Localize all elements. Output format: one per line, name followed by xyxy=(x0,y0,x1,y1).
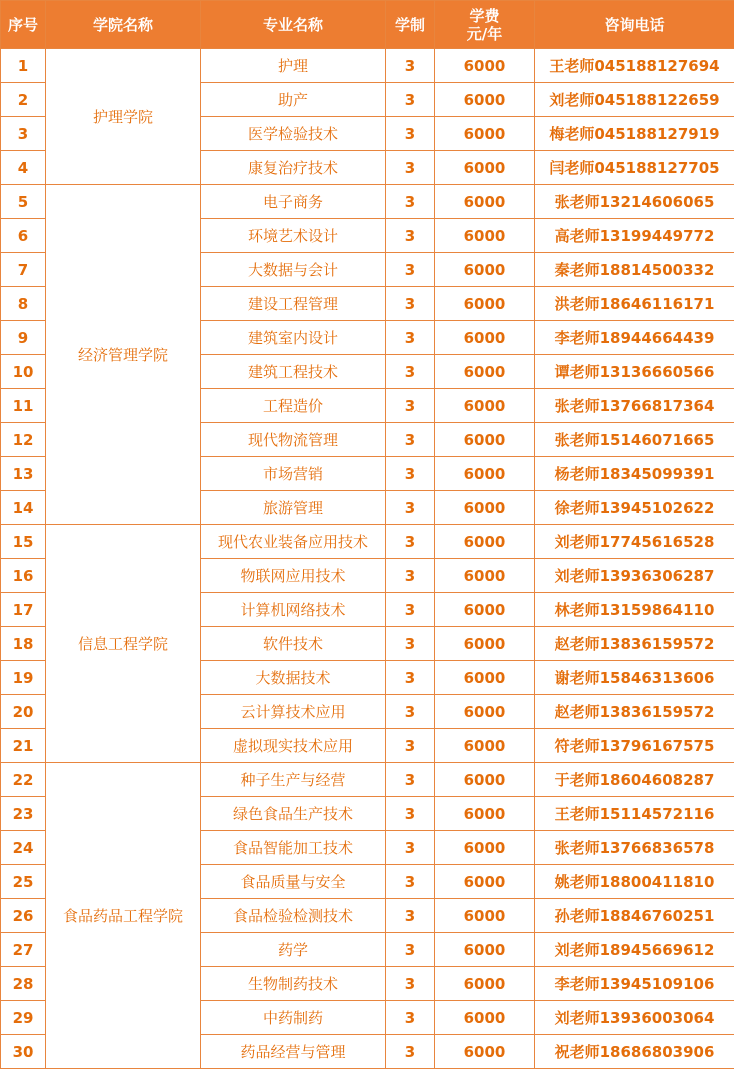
row-index: 14 xyxy=(1,491,46,525)
tuition-fee: 6000 xyxy=(435,729,535,763)
college-name: 信息工程学院 xyxy=(46,525,201,763)
table-body xyxy=(1,49,734,1069)
tuition-fee: 6000 xyxy=(435,219,535,253)
contact-phone: 孙老师18846760251 xyxy=(535,899,734,933)
major-name: 大数据技术 xyxy=(201,661,386,695)
contact-phone: 王老师15114572116 xyxy=(535,797,734,831)
study-years: 3 xyxy=(386,151,435,185)
row-index: 1 xyxy=(1,49,46,83)
study-years: 3 xyxy=(386,525,435,559)
contact-phone: 梅老师045188127919 xyxy=(535,117,734,151)
row-index: 5 xyxy=(1,185,46,219)
college-name: 经济管理学院 xyxy=(46,185,201,525)
tuition-fee: 6000 xyxy=(435,321,535,355)
study-years: 3 xyxy=(386,491,435,525)
major-name: 云计算技术应用 xyxy=(201,695,386,729)
contact-phone: 姚老师18800411810 xyxy=(535,865,734,899)
row-index: 15 xyxy=(1,525,46,559)
study-years: 3 xyxy=(386,797,435,831)
college-name: 护理学院 xyxy=(46,49,201,185)
header-years: 学制 xyxy=(386,1,435,49)
major-name: 中药制药 xyxy=(201,1001,386,1035)
major-name: 虚拟现实技术应用 xyxy=(201,729,386,763)
study-years: 3 xyxy=(386,593,435,627)
tuition-fee: 6000 xyxy=(435,559,535,593)
tuition-fee: 6000 xyxy=(435,967,535,1001)
study-years: 3 xyxy=(386,899,435,933)
major-name: 康复治疗技术 xyxy=(201,151,386,185)
contact-phone: 洪老师18646116171 xyxy=(535,287,734,321)
tuition-fee: 6000 xyxy=(435,83,535,117)
row-index: 13 xyxy=(1,457,46,491)
contact-phone: 刘老师18945669612 xyxy=(535,933,734,967)
tuition-fee: 6000 xyxy=(435,1001,535,1035)
header-fee xyxy=(435,1,535,49)
major-name: 种子生产与经营 xyxy=(201,763,386,797)
contact-phone: 李老师18944664439 xyxy=(535,321,734,355)
tuition-fee: 6000 xyxy=(435,525,535,559)
major-name: 绿色食品生产技术 xyxy=(201,797,386,831)
row-index: 27 xyxy=(1,933,46,967)
study-years: 3 xyxy=(386,1035,435,1069)
contact-phone: 闫老师045188127705 xyxy=(535,151,734,185)
row-index: 21 xyxy=(1,729,46,763)
tuition-fee: 6000 xyxy=(435,797,535,831)
row-index: 12 xyxy=(1,423,46,457)
contact-phone: 张老师13214606065 xyxy=(535,185,734,219)
contact-phone: 李老师13945109106 xyxy=(535,967,734,1001)
study-years: 3 xyxy=(386,287,435,321)
contact-phone: 王老师045188127694 xyxy=(535,49,734,83)
tuition-fee: 6000 xyxy=(435,423,535,457)
contact-phone: 赵老师13836159572 xyxy=(535,695,734,729)
tuition-fee: 6000 xyxy=(435,151,535,185)
header-phone: 咨询电话 xyxy=(535,1,734,49)
row-index: 9 xyxy=(1,321,46,355)
study-years: 3 xyxy=(386,729,435,763)
major-name: 护理 xyxy=(201,49,386,83)
contact-phone: 张老师13766817364 xyxy=(535,389,734,423)
study-years: 3 xyxy=(386,865,435,899)
study-years: 3 xyxy=(386,933,435,967)
contact-phone: 高老师13199449772 xyxy=(535,219,734,253)
major-name: 建筑工程技术 xyxy=(201,355,386,389)
study-years: 3 xyxy=(386,763,435,797)
row-index: 6 xyxy=(1,219,46,253)
header-college: 学院名称 xyxy=(46,1,201,49)
row-index: 16 xyxy=(1,559,46,593)
major-name: 工程造价 xyxy=(201,389,386,423)
row-index: 29 xyxy=(1,1001,46,1035)
row-index: 18 xyxy=(1,627,46,661)
study-years: 3 xyxy=(386,185,435,219)
row-index: 20 xyxy=(1,695,46,729)
contact-phone: 秦老师18814500332 xyxy=(535,253,734,287)
tuition-fee: 6000 xyxy=(435,661,535,695)
row-index: 24 xyxy=(1,831,46,865)
contact-phone: 祝老师18686803906 xyxy=(535,1035,734,1069)
row-index: 11 xyxy=(1,389,46,423)
major-name: 药品经营与管理 xyxy=(201,1035,386,1069)
table-row xyxy=(1,185,734,219)
row-index: 28 xyxy=(1,967,46,1001)
study-years: 3 xyxy=(386,627,435,661)
major-name: 计算机网络技术 xyxy=(201,593,386,627)
study-years: 3 xyxy=(386,355,435,389)
study-years: 3 xyxy=(386,49,435,83)
tuition-fee: 6000 xyxy=(435,593,535,627)
tuition-fee: 6000 xyxy=(435,457,535,491)
row-index: 26 xyxy=(1,899,46,933)
tuition-fee: 6000 xyxy=(435,627,535,661)
major-name: 市场营销 xyxy=(201,457,386,491)
major-name: 食品检验检测技术 xyxy=(201,899,386,933)
study-years: 3 xyxy=(386,423,435,457)
tuition-fee: 6000 xyxy=(435,831,535,865)
tuition-fee: 6000 xyxy=(435,117,535,151)
contact-phone: 符老师13796167575 xyxy=(535,729,734,763)
major-name: 食品智能加工技术 xyxy=(201,831,386,865)
table-row xyxy=(1,525,734,559)
study-years: 3 xyxy=(386,661,435,695)
contact-phone: 刘老师17745616528 xyxy=(535,525,734,559)
study-years: 3 xyxy=(386,321,435,355)
header-fee-line1: 学费 xyxy=(469,6,500,25)
row-index: 7 xyxy=(1,253,46,287)
header-fee-line2: 元/年 xyxy=(466,24,503,43)
table-row xyxy=(1,49,734,83)
row-index: 30 xyxy=(1,1035,46,1069)
study-years: 3 xyxy=(386,389,435,423)
tuition-fee: 6000 xyxy=(435,491,535,525)
contact-phone: 于老师18604608287 xyxy=(535,763,734,797)
table-header xyxy=(1,1,734,49)
study-years: 3 xyxy=(386,219,435,253)
major-name: 大数据与会计 xyxy=(201,253,386,287)
contact-phone: 徐老师13945102622 xyxy=(535,491,734,525)
contact-phone: 刘老师13936003064 xyxy=(535,1001,734,1035)
row-index: 25 xyxy=(1,865,46,899)
row-index: 3 xyxy=(1,117,46,151)
tuition-fee: 6000 xyxy=(435,763,535,797)
major-name: 软件技术 xyxy=(201,627,386,661)
study-years: 3 xyxy=(386,695,435,729)
tuition-fee: 6000 xyxy=(435,865,535,899)
major-name: 医学检验技术 xyxy=(201,117,386,151)
major-name: 建设工程管理 xyxy=(201,287,386,321)
study-years: 3 xyxy=(386,117,435,151)
tuition-fee: 6000 xyxy=(435,389,535,423)
row-index: 23 xyxy=(1,797,46,831)
row-index: 19 xyxy=(1,661,46,695)
row-index: 2 xyxy=(1,83,46,117)
major-name: 环境艺术设计 xyxy=(201,219,386,253)
tuition-fee: 6000 xyxy=(435,899,535,933)
table-row xyxy=(1,763,734,797)
tuition-fee: 6000 xyxy=(435,695,535,729)
study-years: 3 xyxy=(386,1001,435,1035)
header-index: 序号 xyxy=(1,1,46,49)
major-name: 电子商务 xyxy=(201,185,386,219)
header-major: 专业名称 xyxy=(201,1,386,49)
study-years: 3 xyxy=(386,559,435,593)
major-name: 生物制药技术 xyxy=(201,967,386,1001)
contact-phone: 杨老师18345099391 xyxy=(535,457,734,491)
header-row xyxy=(1,1,734,49)
row-index: 10 xyxy=(1,355,46,389)
major-name: 助产 xyxy=(201,83,386,117)
contact-phone: 张老师13766836578 xyxy=(535,831,734,865)
contact-phone: 赵老师13836159572 xyxy=(535,627,734,661)
row-index: 17 xyxy=(1,593,46,627)
tuition-fee: 6000 xyxy=(435,49,535,83)
contact-phone: 谢老师15846313606 xyxy=(535,661,734,695)
major-name: 旅游管理 xyxy=(201,491,386,525)
tuition-fee: 6000 xyxy=(435,253,535,287)
major-name: 建筑室内设计 xyxy=(201,321,386,355)
study-years: 3 xyxy=(386,967,435,1001)
study-years: 3 xyxy=(386,83,435,117)
contact-phone: 谭老师13136660566 xyxy=(535,355,734,389)
row-index: 4 xyxy=(1,151,46,185)
major-name: 药学 xyxy=(201,933,386,967)
contact-phone: 林老师13159864110 xyxy=(535,593,734,627)
tuition-fee: 6000 xyxy=(435,185,535,219)
major-name: 现代农业装备应用技术 xyxy=(201,525,386,559)
tuition-fee: 6000 xyxy=(435,287,535,321)
tuition-fee: 6000 xyxy=(435,933,535,967)
study-years: 3 xyxy=(386,457,435,491)
major-name: 物联网应用技术 xyxy=(201,559,386,593)
contact-phone: 刘老师045188122659 xyxy=(535,83,734,117)
row-index: 8 xyxy=(1,287,46,321)
study-years: 3 xyxy=(386,831,435,865)
tuition-fee: 6000 xyxy=(435,355,535,389)
major-name: 现代物流管理 xyxy=(201,423,386,457)
contact-phone: 张老师15146071665 xyxy=(535,423,734,457)
college-name: 食品药品工程学院 xyxy=(46,763,201,1069)
major-name: 食品质量与安全 xyxy=(201,865,386,899)
tuition-fee: 6000 xyxy=(435,1035,535,1069)
contact-phone: 刘老师13936306287 xyxy=(535,559,734,593)
row-index: 22 xyxy=(1,763,46,797)
study-years: 3 xyxy=(386,253,435,287)
